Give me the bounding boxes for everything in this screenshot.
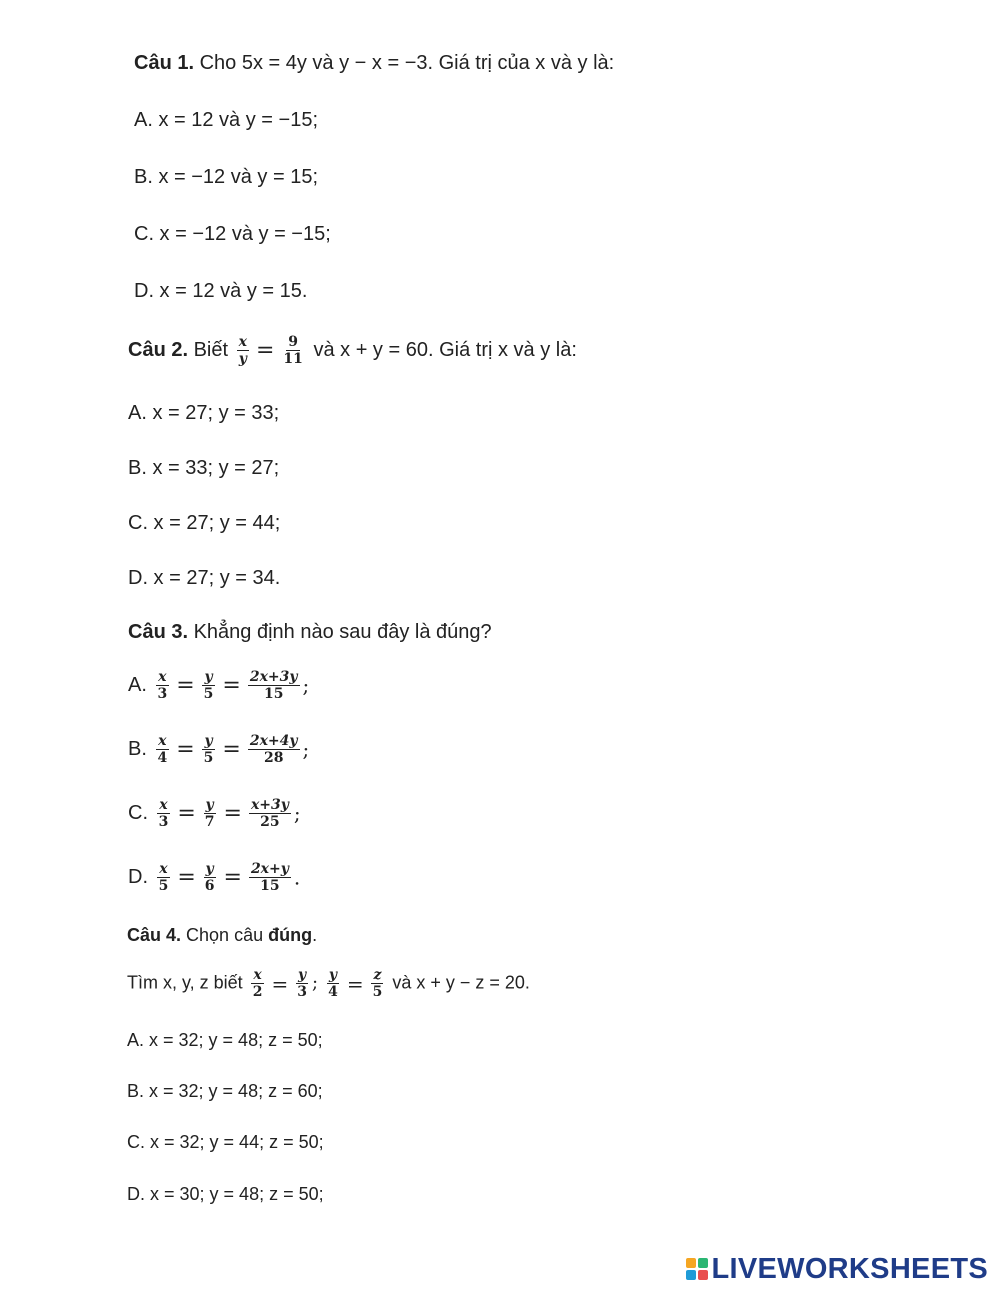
fraction: $\frac{x+3y}{25}$ — [250, 797, 289, 830]
fraction: $\frac{2x+y}{15}$ — [250, 861, 289, 894]
question-3-option-b[interactable]: B. $\frac{x}{4}$ = $\frac{y}{5}$ = $\frac{2x+4y}{28}$ ; — [128, 733, 310, 766]
question-4-label: Câu 4. — [127, 925, 182, 945]
question-4-option-c[interactable]: C. x = 32; y = 44; z = 50; — [127, 1132, 324, 1152]
question-1-option-c[interactable]: C. x = −12 và y = −15; — [134, 223, 331, 245]
question-3-option-d[interactable]: D. $\frac{x}{5}$ = $\frac{y}{6}$ = $\frac{2x+y}{15}$ . — [128, 861, 301, 894]
question-4-option-d[interactable]: D. x = 30; y = 48; z = 50; — [127, 1184, 324, 1204]
fraction: $\frac{x}{3}$ — [157, 669, 168, 702]
fraction: $\frac{x}{3}$ — [158, 797, 169, 830]
question-4-option-b[interactable]: B. x = 32; y = 48; z = 60; — [127, 1081, 323, 1101]
question-1-text: Cho 5x = 4y và y − x = −3. Giá trị của x và y là: — [194, 52, 615, 74]
fraction: $\frac{y}{3}$ — [297, 967, 307, 1000]
question-3-option-c[interactable]: C. $\frac{x}{3}$ = $\frac{y}{7}$ = $\frac{x+3y}{25}$ ; — [128, 797, 301, 830]
question-2-option-a[interactable]: A. x = 27; y = 33; — [128, 402, 280, 424]
question-1-option-d[interactable]: D. x = 12 và y = 15. — [134, 280, 308, 302]
question-2-option-d[interactable]: D. x = 27; y = 34. — [128, 567, 281, 589]
fraction: $\frac{y}{5}$ — [203, 733, 214, 766]
question-2-fraction-left: $\frac{x}{y}$ — [238, 334, 247, 367]
question-2-option-b[interactable]: B. x = 33; y = 27; — [128, 457, 280, 479]
fraction: $\frac{x}{4}$ — [157, 733, 168, 766]
liveworksheets-brand[interactable] — [686, 1252, 989, 1286]
fraction: $\frac{y}{7}$ — [204, 797, 215, 830]
fraction: $\frac{y}{6}$ — [204, 861, 215, 894]
question-2-text-after: và x + y = 60. Giá trị x và y là: — [307, 338, 577, 361]
question-3-prompt — [128, 622, 492, 642]
question-2-text-before: Biết — [188, 338, 229, 361]
brand-name: LIVEWORKSHEETS — [711, 1252, 988, 1285]
question-4-option-a[interactable]: A. x = 32; y = 48; z = 50; — [127, 1030, 323, 1050]
question-2-fraction-right: $\frac{9}{11}$ — [283, 334, 303, 367]
fraction: $\frac{z}{5}$ — [372, 967, 383, 1000]
question-2-label: Câu 2. — [128, 338, 189, 361]
question-1-prompt — [134, 53, 614, 73]
question-1-option-b[interactable]: B. x = −12 và y = 15; — [134, 166, 319, 188]
question-4-prompt: Câu 4. Chọn câu đúng. — [127, 925, 318, 945]
fraction: $\frac{2x+3y}{15}$ — [249, 669, 298, 702]
fraction: $\frac{y}{5}$ — [203, 669, 214, 702]
question-2-prompt: Câu 2. Biết $\frac{x}{y}$ = $\frac{9}{11}$ và x + y = 60. Giá trị x và y là: — [128, 334, 577, 367]
fraction: $\frac{2x+4y}{28}$ — [249, 733, 298, 766]
question-3-label: Câu 3. — [128, 621, 189, 643]
question-4-condition: Tìm x, y, z biết $\frac{x}{2}$ = $\frac{y}{3}$ ; $\frac{y}{4}$ = $\frac{z}{5}$ và x + y − z = 20. — [127, 967, 530, 1000]
fraction: $\frac{x}{5}$ — [158, 861, 169, 894]
question-1-option-a[interactable]: A. x = 12 và y = −15; — [134, 109, 319, 131]
question-3-option-a[interactable]: A. $\frac{x}{3}$ = $\frac{y}{5}$ = $\frac{2x+3y}{15}$ ; — [128, 669, 310, 702]
question-1-label: Câu 1. — [134, 52, 195, 74]
liveworksheets-logo-icon — [686, 1258, 708, 1280]
question-2-option-c[interactable]: C. x = 27; y = 44; — [128, 512, 281, 534]
fraction: $\frac{y}{4}$ — [328, 967, 338, 1000]
question-3-text: Khẳng định nào sau đây là đúng? — [188, 621, 492, 643]
fraction: $\frac{x}{2}$ — [252, 967, 263, 1000]
